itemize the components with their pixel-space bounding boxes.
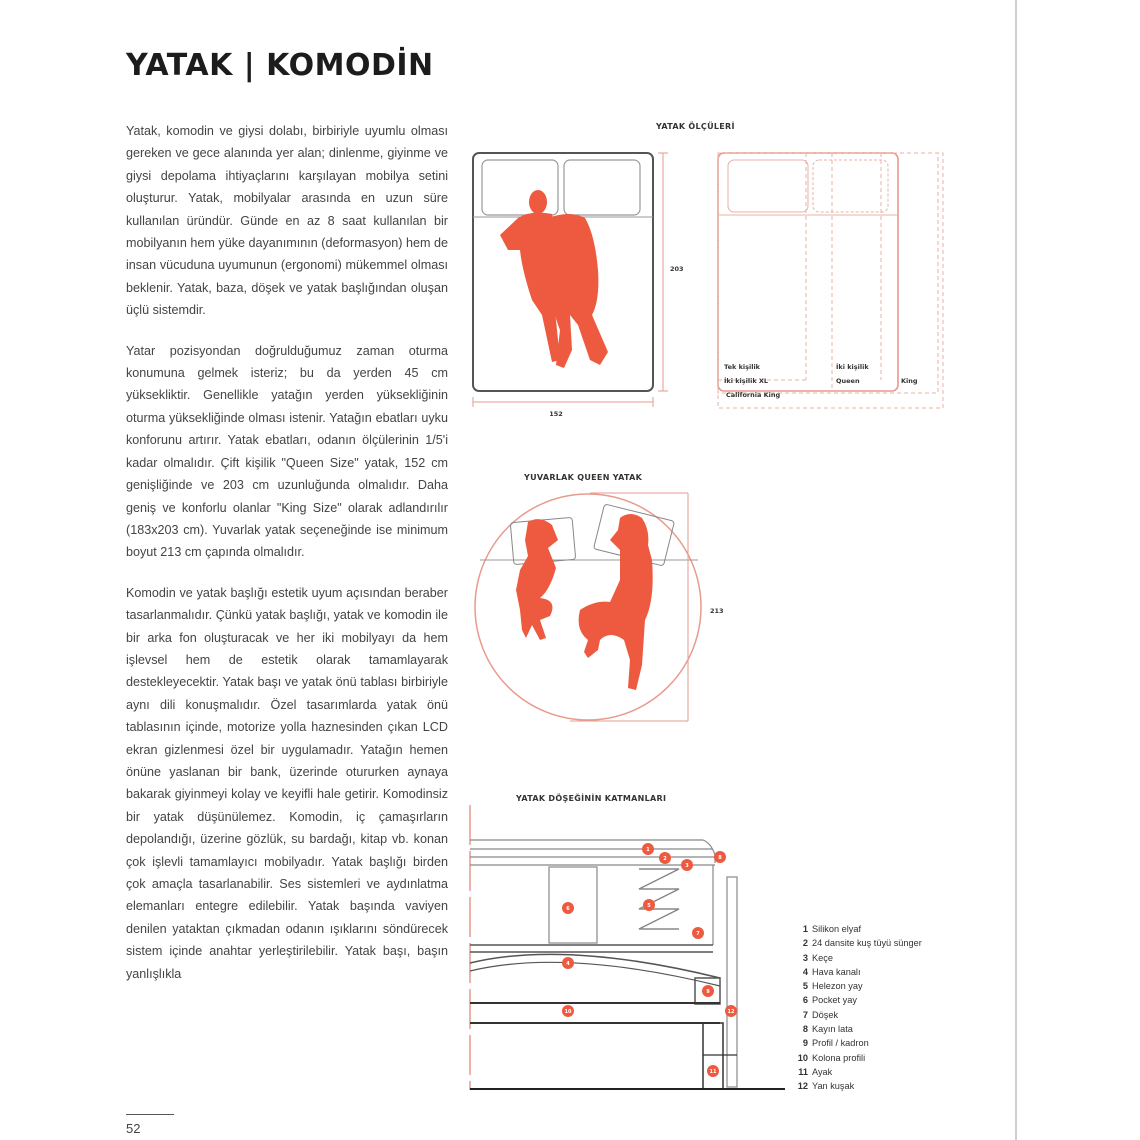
size-label-king: King [901, 377, 918, 385]
svg-text:11: 11 [709, 1069, 717, 1075]
width-dimension-label: 152 [549, 410, 563, 418]
legend-item: 2 24 dansite kuş tüyü sünger [802, 938, 922, 949]
size-label-double: İki kişilik [836, 363, 869, 371]
mattress-layers-legend [786, 922, 922, 1094]
legend-item: 3 Keçe [802, 952, 833, 963]
mattress-layers-figure [465, 805, 785, 1095]
svg-text:3: 3 [685, 863, 689, 869]
legend-item: 4 Hava kanalı [802, 966, 861, 977]
round-bed-figure [470, 490, 740, 740]
page-number: 52 [126, 1121, 141, 1136]
svg-text:12: 12 [727, 1009, 735, 1015]
size-label-double-xl: İki kişilik XL [724, 377, 769, 385]
svg-text:6: 6 [566, 906, 570, 912]
legend-item: 6 Pocket yay [802, 995, 857, 1006]
size-label-california-king: California King [726, 391, 781, 399]
paragraph-1: Yatak, komodin ve giysi dolabı, birbiriyle uyumlu olması gereken ve gece alanında yer alan; dinlenme, giyinme ve giysi depolama ihtiyaçlarını karşılayan mobilya setini oluşturur. Yatak, mobilyalar arasında en uzun süre kullanılan üründür. Günde en az 8 saat kullanılan bir mobilyanın hem yüke dayanımının (deformasyon) hem de insan vücuduna uyumunun (ergonomi) mükemmel olması beklenir. Yatak, baza, döşek ve yatak başlığından oluşan üçlü sistemdir. [126, 124, 449, 318]
round-bed-silhouettes-icon [516, 514, 653, 690]
diameter-dimension-label: 213 [710, 607, 724, 615]
legend-item: 7 Döşek [802, 1009, 839, 1020]
queen-bed-drawing [473, 153, 684, 418]
layer-markers [562, 843, 737, 1077]
svg-text:1: 1 [646, 847, 650, 853]
length-dimension-label: 203 [670, 265, 684, 273]
legend-item: 10 Kolona profili [797, 1052, 866, 1063]
svg-text:9: 9 [706, 989, 710, 995]
mattress-layers-title: YATAK DÖŞEĞİNİN KATMANLARI [516, 794, 667, 803]
bed-size-comparison-drawing [718, 153, 943, 408]
page-title: YATAK | KOMODİN [126, 48, 434, 84]
legend-item: 5 Helezon yay [802, 981, 863, 992]
legend-item: 8 Kayın lata [802, 1024, 853, 1035]
svg-text:7: 7 [696, 931, 700, 937]
legend-item: 9 Profil / kadron [802, 1038, 869, 1049]
footer-rule [126, 1114, 174, 1115]
legend-item: 1 Silikon elyaf [802, 924, 862, 934]
legend-item: 11 Ayak [798, 1066, 833, 1077]
svg-text:8: 8 [718, 855, 722, 861]
legend-item: 12 Yan kuşak [797, 1081, 855, 1092]
svg-text:10: 10 [564, 1009, 572, 1015]
size-label-queen: Queen [836, 377, 860, 385]
bed-sizes-title: YATAK ÖLÇÜLERİ [656, 122, 735, 131]
svg-text:2: 2 [663, 856, 667, 862]
body-text-column [126, 120, 448, 1003]
round-bed-title: YUVARLAK QUEEN YATAK [524, 473, 643, 482]
paragraph-3: Komodin ve yatak başlığı estetik uyum açısından beraber tasarlanmalıdır. Çünkü yatak başlığı, yatak ve komodin ile bir arka fon oluşturacak ve her iki mobilyayı da hem işlevsel hem de estetik olarak tamamlayarak destekleyecektir. Yatak başı ve yatak önü tablası birbiriyle aynı dili konuşmalıdır. Özel tasarımlarda yatak önü tablasının içinde, motorize yolla haznesinden çıkan LCD ekran gizlenmesi özel bir uygulamadır. Yatağın hemen önüne yaslanan bir bank, üzerinde otururken aynaya bakarak giyinmeyi kolay ve keyifli hale getirir. Komodinsiz bir yatak düşünülemez. Komodin, iç çamaşırların depolandığı, üzerine gözlük, su bardağı, kitap vb. konan çok işlevli tamamlayıcı mobilyadır. Yatak başlığı birden çok amaçla tasarlanabilir. Ses sistemleri ve aydınlatma elemanları entegre edilebilir. Yatak başında vaviyen denilen yataktan çıkmadan odanın ışıklarını söndürecek sistem içinde anahtar yerleştirilebilir. Yatak başı, başın yanlışlıkla [126, 585, 448, 981]
bed-sizes-figure [460, 140, 1020, 430]
svg-text:4: 4 [566, 961, 570, 967]
svg-text:5: 5 [647, 903, 651, 909]
paragraph-2: Yatar pozisyondan doğrulduğumuz zaman oturma konumuna gelmek isteriz; bu da yerden 45 cm yüksekliktir. Genellikle yatağın yerden yüksekliğinin oturma yüksekliğinde olması istenir. Yatağın ebatları uyku konforunu artırır. Yatak ebatları, odanın ölçülerinin 1/5'i kadar olmalıdır. Çift kişilik "Queen Size" yatak, 152 cm genişliğinde ve 203 cm uzunluğunda olmalıdır. Daha geniş ve konforlu olanlar "King Size" olarak adlandırılır (183x203 cm). Yuvarlak yatak seçeneğinde ise minimum boyut 213 cm çapında olmalıdır. [126, 343, 448, 560]
size-label-single: Tek kişilik [724, 363, 760, 371]
